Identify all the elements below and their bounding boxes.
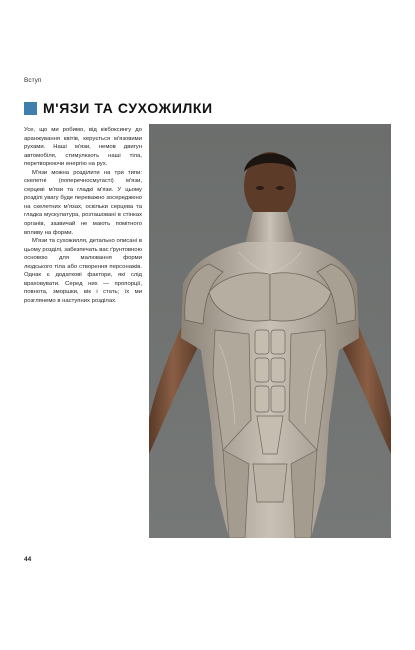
muscle-overlay-figure: [149, 124, 391, 538]
paragraph-3: М'язи та сухожилля, детально описані в цьому розділі, забезпечать вас ґрунтовною основою для малювання форми людського тіла або створення персонажів. Однак є додаткові фактори, які слід враховувати. Серед них — пропорції, повнота, зморшки, вік і стать; їх ми розглянемо в наступних розділах.: [24, 238, 142, 304]
section-heading: [24, 100, 213, 116]
paragraph-1: Усе, що ми робимо, від кікбоксингу до аранжування квітів, керується м'язовими рухами. Наші м'язи, немов двигун автомобіля, стимулюють наші тіла, перетворюючи енергію на рух.: [24, 127, 142, 168]
page-number: 44: [24, 556, 32, 563]
anatomy-photo: [149, 124, 391, 538]
paragraph-2: М'язи можна розділити на три типи: скелетні (поперечносмугасті) м'язи, серцеві м'язи та гладкі м'язи. У цьому розділі увагу буде переважно зосереджено на скелетних м'язах, оскільки серцева та гладка мускулатура, розташовані в стінках органів, зазвичай не мають помітного впливу на форми.: [24, 169, 142, 236]
body-text: [24, 126, 142, 305]
heading-square-marker: [24, 102, 37, 115]
page-title: М'ЯЗИ ТА СУХОЖИЛКИ: [43, 100, 213, 116]
section-label: Вступ: [24, 77, 42, 84]
